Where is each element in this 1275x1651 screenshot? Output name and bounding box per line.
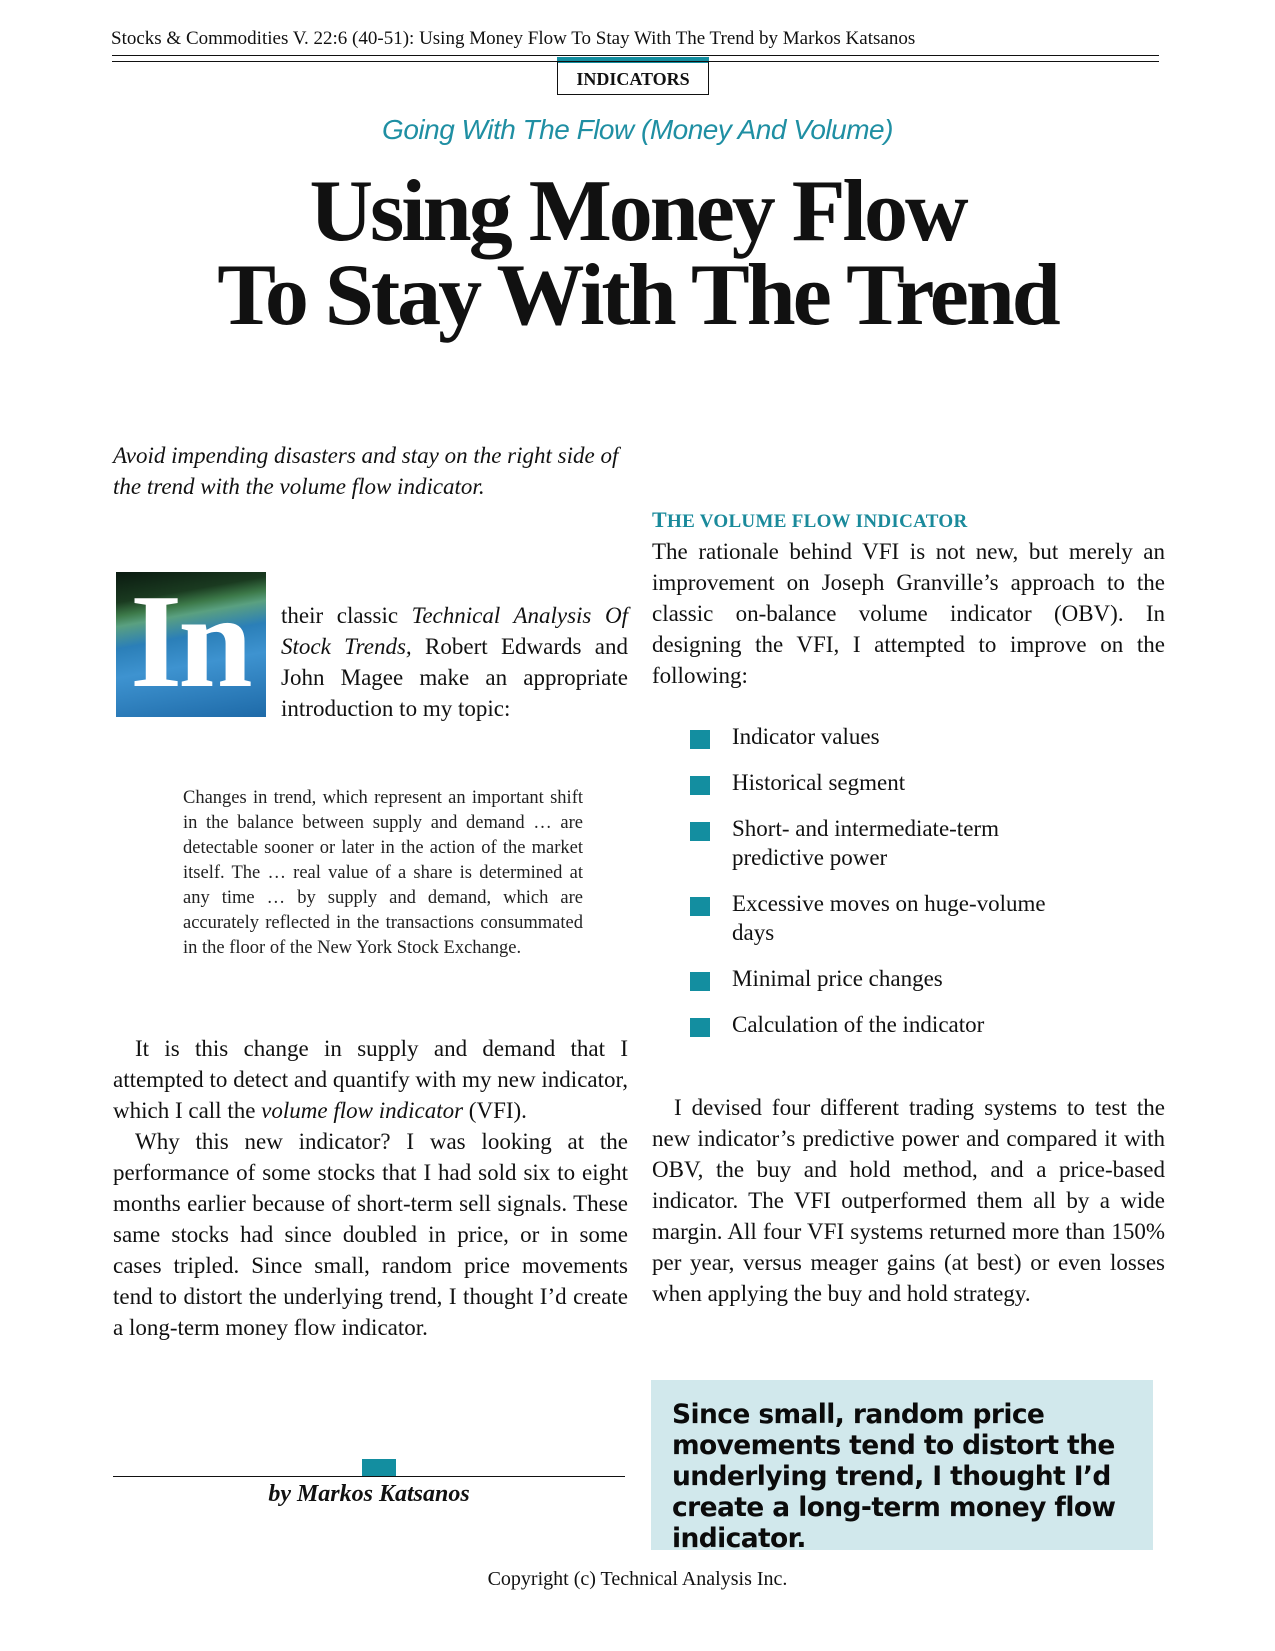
list-item-text: Excessive moves on huge-volume days [732,891,1046,945]
body-paragraph-1 [113,1033,628,1126]
intro-text-post: Robert Edwards and John Magee make an appropriate introduction to my topic: [281,634,628,721]
drop-cap-letters: In [130,572,249,715]
list-item [690,722,1130,751]
copyright-notice: Copyright (c) Technical Analysis Inc. [487,1568,788,1590]
list-item [690,889,1092,947]
article-kicker: Going With The Flow (Money And Volume) [382,114,893,145]
list-item [690,814,1092,872]
list-item-text: Short- and intermediate-term predictive power [732,816,999,870]
list-item [690,1010,1130,1039]
section-tag: INDICATORS [557,61,709,95]
drop-cap-image [116,572,266,717]
criteria-list [690,722,1130,1056]
bullet-square-icon [690,776,710,795]
paragraph-1-pre: It is this change in supply and demand that I attempted to detect and quantify with my new indicator, which I call the [113,1036,628,1123]
book-title: Technical Analysis Of Stock Trends, [281,603,628,659]
body-column-right [652,1092,1165,1309]
pull-quote: Since small, random price movements tend to distort the underlying trend, I thought I’d create a long-term money flow indicator. [651,1380,1153,1550]
article-title [0,163,1275,344]
body-paragraph-4: I devised four different trading systems to test the new indicator’s predictive power and compared it with OBV, the buy and hold method, and a price-based indicator. The VFI outperformed them all by a wide margin. All four VFI systems returned more than 150% per year, versus meager gains (at best) or even losses when applying the buy and hold strategy. [652,1095,1165,1306]
byline: by Markos Katsanos [268,1481,470,1507]
list-item-text: Historical segment [732,770,906,795]
bullet-square-icon [690,897,710,916]
body-column-left [113,1033,628,1343]
paragraph-3-text: The rationale behind VFI is not new, but merely an improvement on Joseph Granville’s approach to the classic on-balance volume indicator (OBV). In designing the VFI, I attempted to improve on the following: [652,539,1165,688]
bullet-square-icon [690,1018,710,1037]
list-item-text: Minimal price changes [732,966,943,991]
body-paragraph-3 [652,536,1165,691]
title-line-2: To Stay With The Trend [217,247,1058,344]
running-head: Stocks & Commodities V. 22:6 (40-51): Using Money Flow To Stay With The Trend by Markos Katsanos [111,28,916,49]
paragraph-1-post: (VFI). [463,1098,527,1123]
list-item [690,768,1130,797]
list-item-text: Calculation of the indicator [732,1012,985,1037]
header-rule-top [112,55,1159,56]
subheading-rest: HE VOLUME FLOW INDICATOR [666,511,968,532]
subheading [652,507,1165,533]
bullet-square-icon [690,822,710,841]
intro-paragraph [281,600,628,724]
list-item-text: Indicator values [732,724,880,749]
subheading-initial: T [652,507,667,532]
byline-accent-bar [362,1459,396,1476]
byline-rule [113,1476,625,1477]
list-item [690,964,1130,993]
intro-text-pre: their classic [281,603,412,628]
article-deck: Avoid impending disasters and stay on the right side of the trend with the volume flow indicator. [113,443,619,499]
block-quote: Changes in trend, which represent an important shift in the balance between supply and demand … are detectable sooner or later in the action of the market itself. The … real value of a share is determined at any time … by supply and demand, which are accurately reflected in the transactions consummated in the floor of the New York Stock Exchange. [183,788,583,958]
body-paragraph-2: Why this new indicator? I was looking at the performance of some stocks that I had sold six to eight months earlier because of short-term sell signals. These same stocks had since doubled in price, or in some cases tripled. Since small, random price movements tend to distort the underlying trend, I thought I’d create a long-term money flow indicator. [113,1129,628,1340]
bullet-square-icon [690,972,710,991]
title-line-1: Using Money Flow [309,163,966,260]
bullet-square-icon [690,730,710,749]
indicator-term: volume flow indicator [261,1098,464,1123]
